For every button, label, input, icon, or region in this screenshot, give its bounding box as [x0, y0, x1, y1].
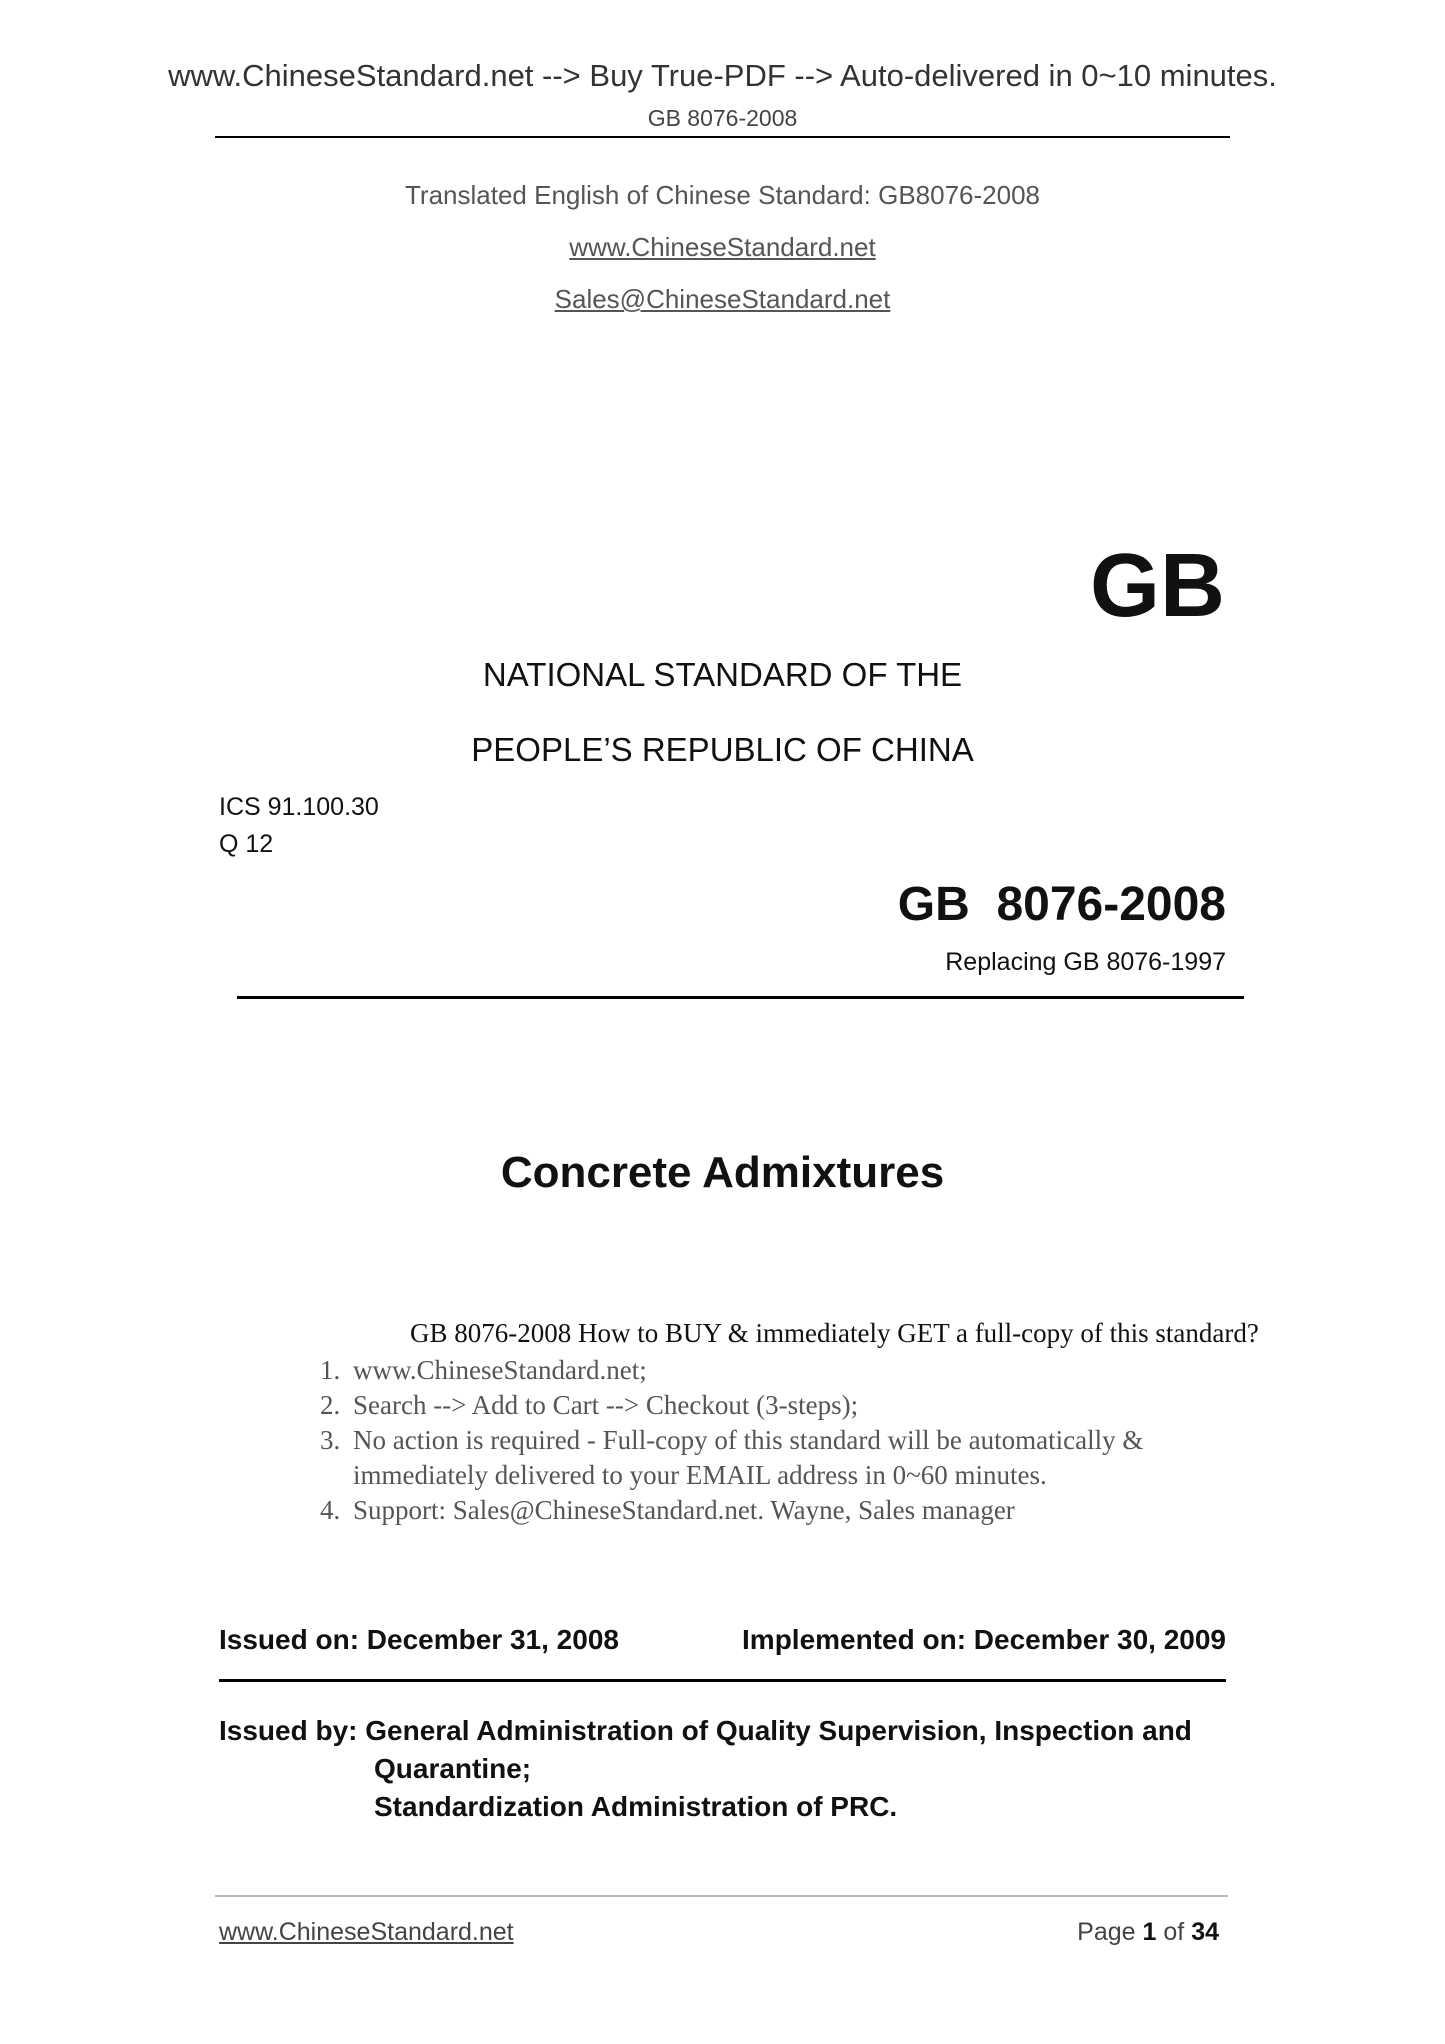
step-number: 3.: [320, 1425, 341, 1455]
issued-on: Issued on: December 31, 2008: [219, 1624, 619, 1655]
title-rule: [237, 996, 1244, 999]
q-code: Q 12: [219, 830, 274, 858]
step-text: www.ChineseStandard.net;: [353, 1355, 647, 1385]
step-number: 2.: [320, 1390, 341, 1420]
issue-rule: [219, 1679, 1226, 1682]
step-number: 1.: [320, 1355, 341, 1385]
standard-number: GB 8076-2008: [897, 878, 1226, 931]
step-text: No action is required - Full-copy of this standard will be automatically &: [353, 1425, 1144, 1455]
page-total: 34: [1191, 1918, 1219, 1946]
ics-code: ICS 91.100.30: [219, 793, 379, 821]
step-number: 4.: [320, 1495, 341, 1525]
footer-rule: [215, 1895, 1228, 1897]
step-text: Search --> Add to Cart --> Checkout (3-steps);: [353, 1390, 859, 1420]
issued-by-line3: Standardization Administration of PRC.: [374, 1791, 898, 1822]
national-standard-line1: NATIONAL STANDARD OF THE: [482, 656, 963, 693]
buy-step: [320, 1388, 1143, 1423]
issued-by-block: [219, 1712, 1192, 1826]
step-text-continued: immediately delivered to your EMAIL address in 0~60 minutes.: [353, 1460, 1047, 1490]
buy-step: [320, 1353, 1143, 1388]
step-text: Support: Sales@ChineseStandard.net. Wayne, Sales manager: [353, 1495, 1015, 1525]
implemented-on: Implemented on: December 30, 2009: [742, 1624, 1226, 1655]
issue-dates-row: [219, 1624, 1226, 1656]
issued-by-line2: Quarantine;: [374, 1753, 532, 1784]
national-standard-line2: PEOPLE’S REPUBLIC OF CHINA: [471, 731, 974, 768]
page-prefix: Page: [1077, 1918, 1136, 1946]
document-title: Concrete Admixtures: [500, 1148, 945, 1197]
page-indicator: [1077, 1918, 1219, 1947]
page-of: of: [1163, 1918, 1185, 1946]
sales-email-link[interactable]: Sales@ChineseStandard.net: [554, 284, 891, 314]
page-current: 1: [1142, 1918, 1157, 1946]
website-link[interactable]: www.ChineseStandard.net: [569, 232, 876, 262]
header-doc-id: GB 8076-2008: [647, 105, 798, 131]
replacing-note: Replacing GB 8076-1997: [945, 948, 1226, 976]
buy-step: [320, 1493, 1143, 1528]
gb-mark: GB: [1090, 536, 1225, 636]
buy-steps-list: [320, 1353, 1143, 1528]
issued-by-line1: Issued by: General Administration of Quality Supervision, Inspection and: [219, 1715, 1192, 1746]
header-rule: [215, 136, 1230, 138]
buy-heading: GB 8076-2008 How to BUY & immediately GET a full-copy of this standard?: [410, 1318, 1259, 1348]
buy-step: [320, 1423, 1143, 1493]
header-banner: www.ChineseStandard.net --> Buy True-PDF --> Auto-delivered in 0~10 minutes.: [168, 58, 1277, 93]
translated-note: Translated English of Chinese Standard: GB8076-2008: [405, 180, 1040, 210]
footer-website-link[interactable]: www.ChineseStandard.net: [219, 1918, 514, 1946]
